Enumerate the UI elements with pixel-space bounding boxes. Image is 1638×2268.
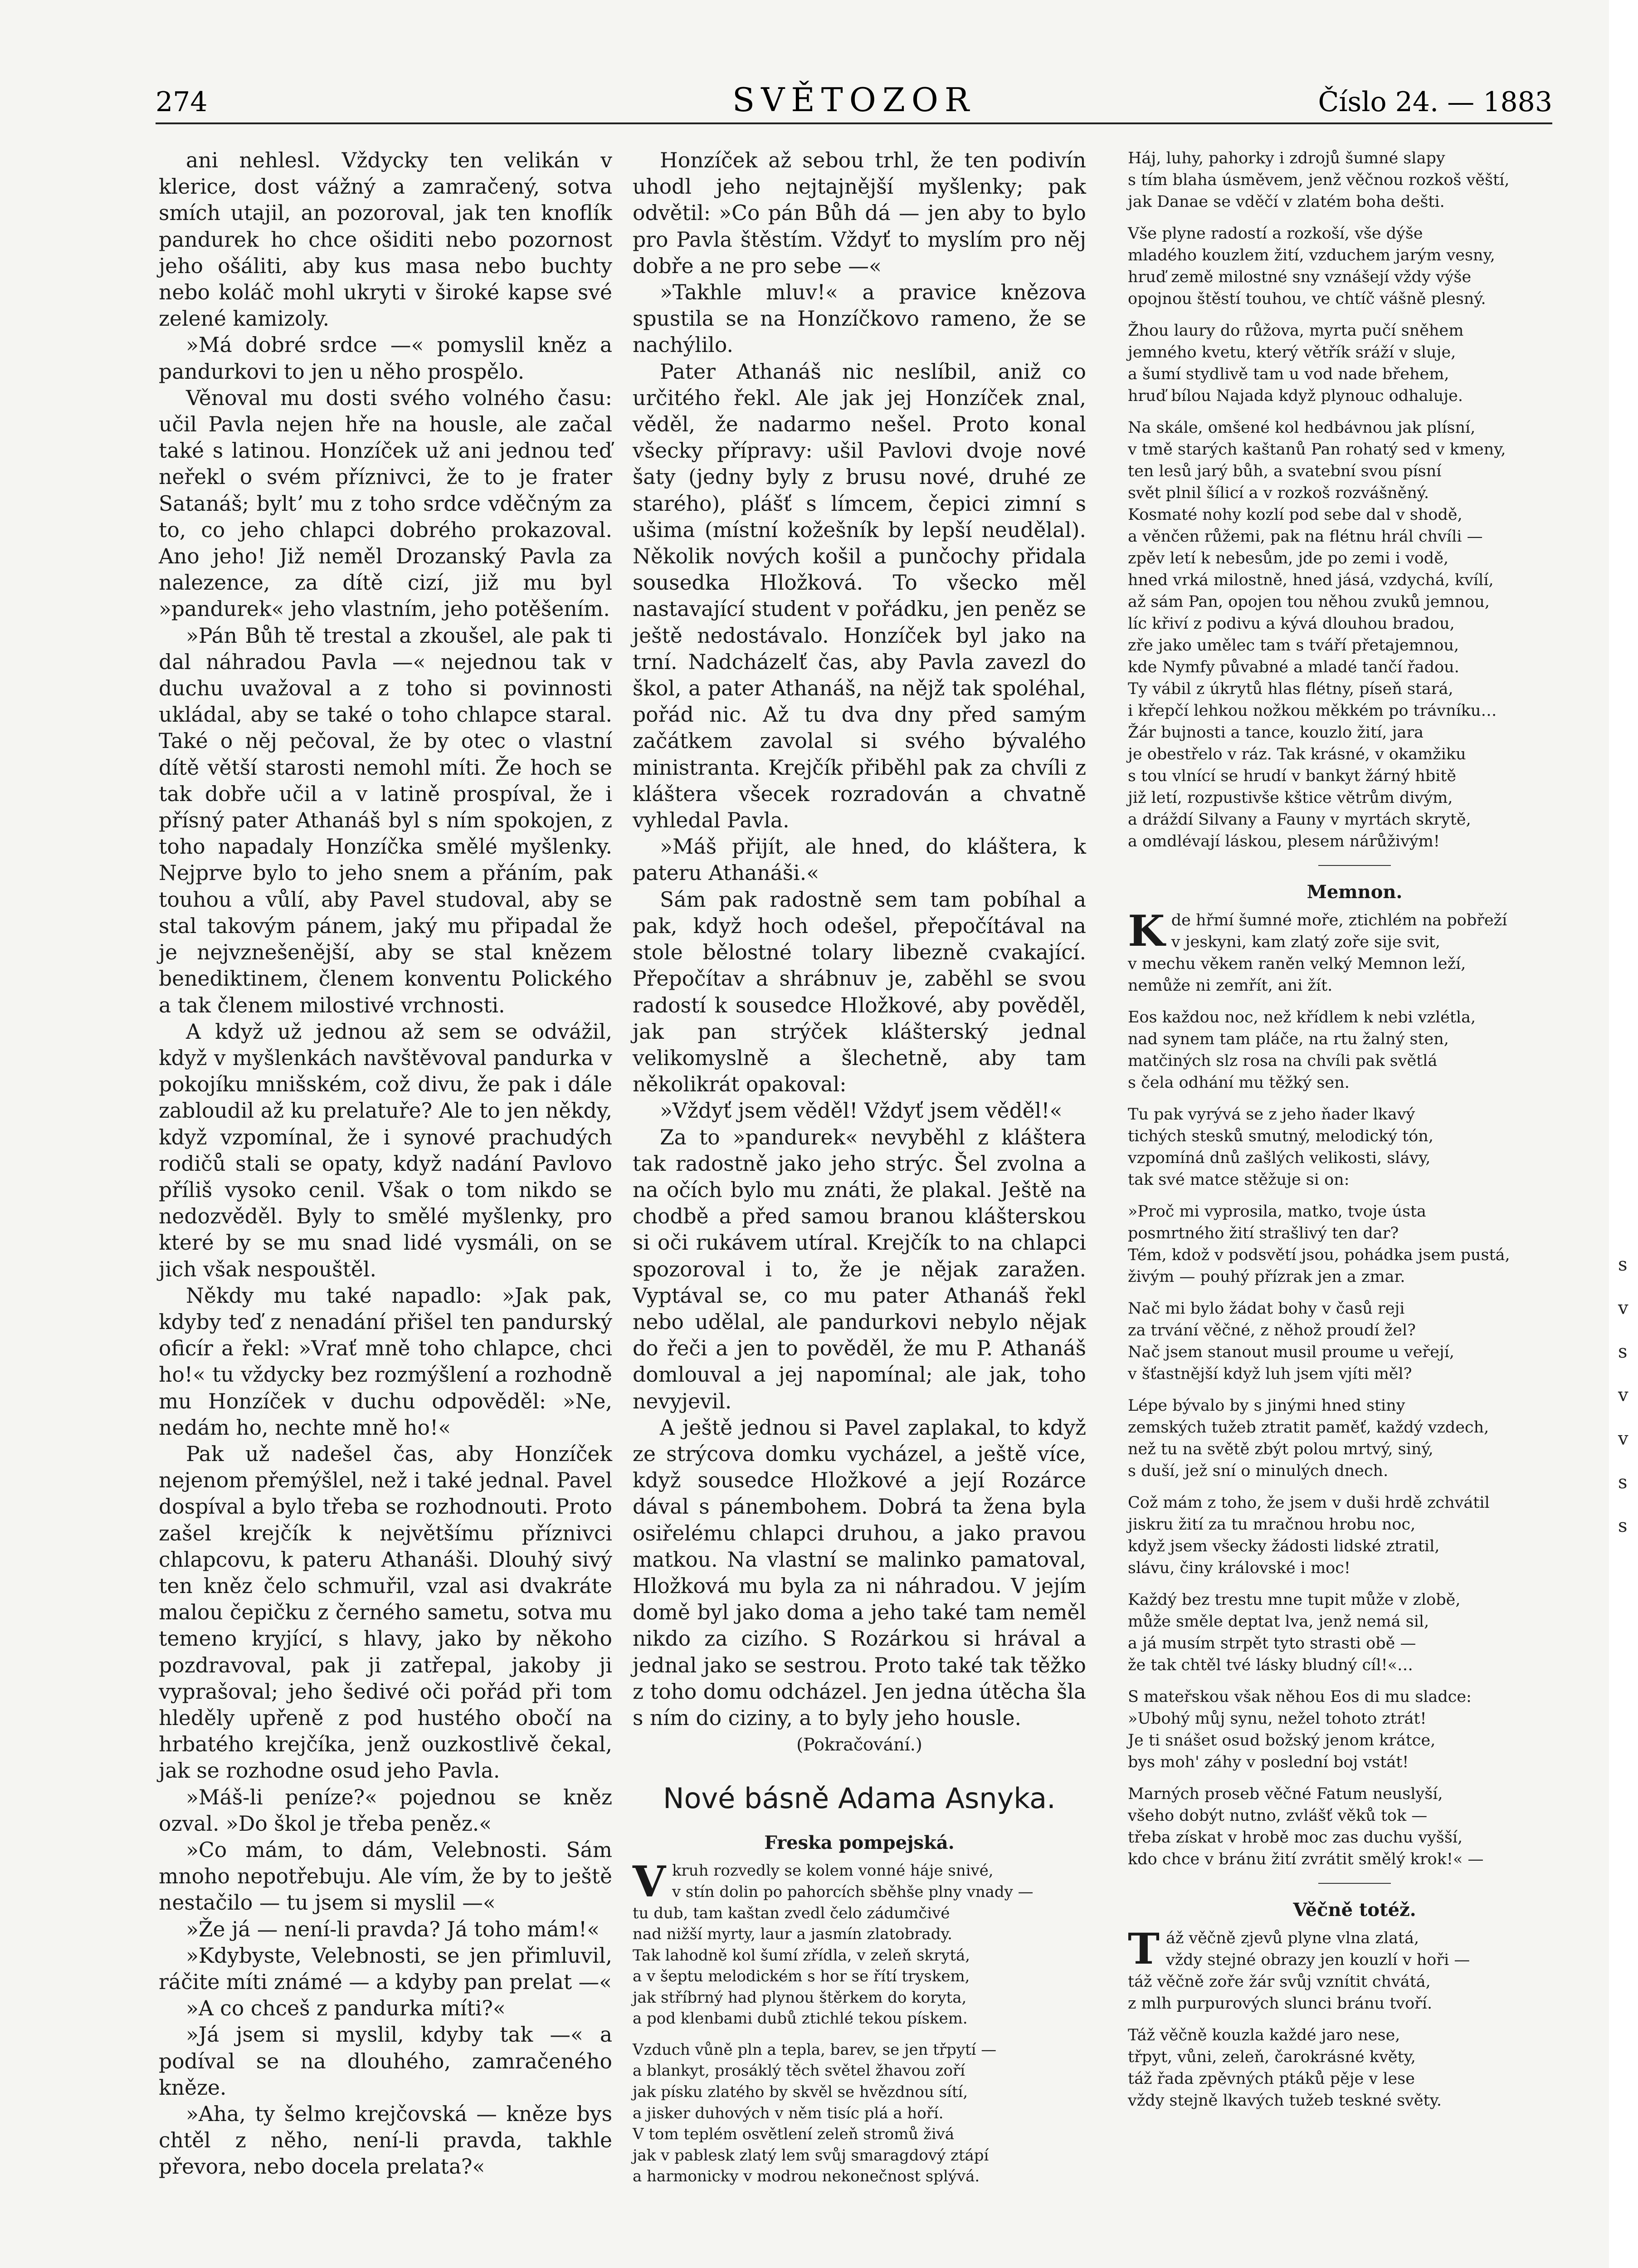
verse-line: [1128, 656, 1581, 678]
paragraph: »Vždyť jsem věděl! Vždyť jsem věděl!«: [660, 1099, 1063, 1123]
verse-line: [633, 2008, 1086, 2029]
verse-line: [1128, 591, 1581, 613]
verse-line: [1128, 147, 1581, 169]
verse-text: jak stříbrný had plynou štěrkem do koryta,: [633, 1988, 967, 2007]
verse-text: Tém, kdož v podsvětí jsou, pohádka jsem pustá,: [1128, 1246, 1510, 1264]
verse-line: [633, 2060, 1086, 2082]
verse-line: [1128, 169, 1581, 191]
verse-text: s duší, jež sní o minulých dnech.: [1128, 1462, 1389, 1480]
verse-line: [1128, 678, 1581, 700]
edge-letter: s: [1618, 1472, 1628, 1493]
verse-line: [1128, 460, 1581, 482]
verse-text: Háj, luhy, pahorky i zdrojů šumné slapy: [1128, 149, 1445, 167]
paragraph: »Že já — není-li pravda? Já toho mám!«: [186, 1917, 600, 1941]
verse-line: [1128, 953, 1581, 975]
verse-text: když jsem všecky žádosti lidské ztratil,: [1128, 1537, 1440, 1555]
verse-text: až sám Pan, opojen tou něhou zvuků jemnou,: [1128, 593, 1490, 611]
poem-freska-part-2: [1128, 147, 1581, 852]
verse-line: [1128, 1341, 1581, 1363]
verse-line: [1128, 288, 1581, 310]
verse-line: [1128, 1320, 1581, 1341]
column-2-paragraphs: [633, 147, 1086, 1731]
verse-text: Tak lahodně kol šumí zřídla, v zeleň skrytá,: [633, 1946, 970, 1965]
edge-letter: s: [1618, 1341, 1628, 1362]
stanza: [1128, 223, 1581, 310]
paragraph: »Má dobré srdce —« pomyslil kněz a pandurkovi to jen u něho prospělo.: [159, 333, 612, 384]
stanza: [1128, 1492, 1581, 1579]
verse-text: táž řada zpěvných ptáků pěje v lese: [1128, 2070, 1415, 2088]
verse-text: líc křiví z podivu a kývá dlouhou bradou,: [1128, 615, 1455, 633]
verse-text: Nač jsem stanout musil proume u veřejí,: [1128, 1343, 1455, 1361]
issue-label: Číslo 24. — 1883: [1318, 86, 1552, 118]
verse-text: a jisker duhových v něm tisíc plá a hoří.: [633, 2104, 944, 2122]
verse-line: [633, 1945, 1086, 1966]
paragraph: Za to »pandurek« nevyběhl z kláštera tak radostně jako jeho strýc. Šel zvolna a na očích bylo mu znáti, že plakal. Ještě na chodbě a před samou branou klášterskou si oči rukávem utíral. Krejčík to na chlapci spozoroval i to, že je nějak zaražen. Vyptával se, co mu pater Athanáš řekl nebo udělal, ale pandurkovi nebylo nějak do řeči a jen to pověděl, že mu P. Athanáš domlouval a jej napomínal; ale jak, toho nevyjevil.: [633, 1125, 1086, 1413]
verse-line: [1128, 1805, 1581, 1827]
verse-line: [1128, 1298, 1581, 1320]
verse-text: »Ubohý můj synu, nežel tohoto ztrát!: [1128, 1710, 1427, 1728]
verse-text: Což mám z toho, že jsem v duši hrdě zchvátil: [1128, 1494, 1490, 1512]
drop-cap: V: [633, 1857, 666, 1907]
verse-line: [1128, 504, 1581, 526]
verse-text: v tmě starých kaštanů Pan rohatý sed v kmeny,: [1128, 440, 1506, 459]
verse-text: zpěv letí k nebesům, jde po zemi i vodě,: [1128, 549, 1449, 567]
verse-line: [1128, 2068, 1581, 2090]
verse-text: Tu pak vyrývá se z jeho ňader lkavý: [1128, 1105, 1415, 1124]
verse-text: zře jako umělec tam s tváří přetajemnou,: [1128, 636, 1459, 655]
verse-text: a já musím strpět tyto strasti obě —: [1128, 1634, 1416, 1652]
paragraph: Honzíček až sebou trhl, že ten podivín uhodl jeho nejtajnější myšlenky; pak odvětil: »Co pán Bůh dá — jen aby to bylo pro Pavla štěstím. Vždyť to myslím pro něj dobře a ne pro sebe —«: [633, 148, 1086, 278]
text-column-3: [1128, 147, 1581, 2121]
verse-line: [1128, 1535, 1581, 1557]
verse-line: [1128, 1557, 1581, 1579]
header-rule: [156, 122, 1552, 124]
poem-vecne-totez: [1128, 1924, 1581, 2112]
verse-line: [1128, 831, 1581, 852]
stanza: [1128, 1007, 1581, 1094]
verse-line: [1128, 743, 1581, 765]
verse-line: [1128, 439, 1581, 460]
verse-text: v mechu věkem raněn velký Memnon leží,: [1128, 955, 1466, 973]
verse-text: táž věčně zoře žár svůj vznítit chvátá,: [1128, 1973, 1431, 1991]
verse-line: [1128, 342, 1581, 363]
poem-title-vecne: Věčně totéž.: [1293, 1899, 1416, 1921]
verse-text: za trvání věčné, z něhož proudí žel?: [1128, 1321, 1416, 1339]
edge-letter: v: [1618, 1385, 1628, 1406]
verse-line: [1128, 1827, 1581, 1848]
verse-text: zemských tužeb ztratit paměť, každý vzdech,: [1128, 1418, 1489, 1437]
verse-line: [1128, 417, 1581, 439]
verse-text: než tu na světě zbýt polou mrtvý, siný,: [1128, 1440, 1433, 1458]
verse-line: [1128, 1395, 1581, 1417]
verse-text: s tím blaha úsměvem, jenž věčnou rozkoš věští,: [1128, 171, 1510, 189]
stanza: [1128, 906, 1581, 997]
verse-text: třpyt, vůni, zeleň, čarokrásné květy,: [1128, 2048, 1416, 2066]
verse-line: [1128, 526, 1581, 547]
verse-text: a pod klenbami dubů ztichlé tekou pískem.: [633, 2009, 968, 2028]
adjacent-page-edge-letters: [1618, 1243, 1636, 1548]
poem-memnon: [1128, 906, 1581, 1870]
verse-line: [1128, 1125, 1581, 1147]
page-margin-strip: [1609, 0, 1638, 2268]
stanza: [1128, 320, 1581, 407]
verse-text: tu dub, tam kaštan zvedl čelo zádumčivé: [633, 1904, 950, 1922]
verse-text: V tom teplém osvětlení zeleň stromů živá: [633, 2125, 955, 2144]
verse-line: [1128, 1072, 1581, 1094]
verse-text: jak Danae se vděčí v zlatém boha dešti.: [1128, 193, 1445, 211]
verse-line: [1128, 385, 1581, 407]
verse-text: Vše plyne radostí a rozkoší, vše dýše: [1128, 225, 1423, 243]
verse-text: Lépe bývalo by s jinými hned stiny: [1128, 1397, 1405, 1415]
verse-text: hned vrká milostně, hned jásá, vzdychá, kvílí,: [1128, 571, 1494, 589]
verse-line: [1128, 320, 1581, 342]
paragraph: Věnoval mu dosti svého volného času: učil Pavla nejen hře na housle, ale začal také s latinou. Honzíček už ani jednou teď neřekl o svém příznivci, že to je frater Satanáš; byltʼ mu z toho srdce vděčným za to, co jeho chlapci dobrého prokazoval. Ano jeho! Již neměl Drozanský Pavla za nalezence, za dítě cizí, již mu byl »pandurek« jeho vlastním, jeho potěšením.: [159, 386, 612, 621]
verse-line: [1128, 266, 1581, 288]
verse-text: »Proč mi vyprosila, matko, tvoje ústa: [1128, 1202, 1426, 1221]
paragraph: »Máš přijít, ale hned, do kláštera, k pateru Athanáši.«: [633, 835, 1086, 885]
verse-line: [633, 1966, 1086, 1987]
verse-text: živým — pouhý přízrak jen a zmar.: [1128, 1268, 1405, 1286]
verse-text: Žár bujnosti a tance, kouzlo žití, jara: [1128, 723, 1424, 742]
paragraph: »Aha, ty šelmo krejčovská — kněze bys chtěl z něho, není-li pravda, takhle převora, nebo docela prelata?«: [159, 2102, 612, 2179]
verse-text: v šťastnější když luh jsem vjíti měl?: [1128, 1365, 1412, 1383]
verse-line: [1128, 1730, 1581, 1751]
verse-line: [1128, 1993, 1581, 2014]
edge-letter: v: [1618, 1298, 1628, 1319]
verse-text: a dráždí Silvany a Fauny v myrtách skrytě,: [1128, 811, 1471, 829]
verse-line: [1128, 1050, 1581, 1072]
verse-text: a harmonicky v modrou nekonečnost splývá.: [633, 2167, 980, 2186]
verse-line: [1128, 722, 1581, 743]
verse-line: [1128, 223, 1581, 244]
edge-letter: s: [1618, 1254, 1628, 1275]
verse-text: a věnčen růžemi, pak na flétnu hrál chvíli —: [1128, 528, 1483, 546]
verse-text: hruď bílou Najada když plynouc odhaluje.: [1128, 387, 1463, 405]
drop-cap: T: [1128, 1924, 1160, 1974]
stanza: [1128, 1298, 1581, 1385]
verse-line: [1128, 2090, 1581, 2112]
stanza: [1128, 1924, 1581, 2014]
verse-text: jiskru žití za tu mračnou hrobu noc,: [1128, 1515, 1416, 1534]
verse-line: [1128, 1028, 1581, 1050]
verse-line: [1128, 569, 1581, 591]
paragraph: »Já jsem si myslil, kdyby tak —« a podíval se na dlouhého, zamračeného kněze.: [159, 2023, 612, 2100]
paragraph: »Pán Bůh tě trestal a zkoušel, ale pak ti dal náhradou Pavla —« nejednou tak v duchu uvažoval a z toho si povinnosti ukládal, aby se také o toho chlapce staral. Také o něj pečoval, že by otec o vlastní dítě větší starosti nemohl míti. Že hoch se tak dobře učil a v latině prospíval, že i přísný pater Athanáš byl s ním spokojen, z toho napadaly Honzíčka smělé myšlenky. Nejprve bylo to jeho snem a přáním, pak touhou a vůlí, aby Pavel studoval, aby se stal takovým pánem, jaký mu připadal že je nejvznešenější, aby se stal knězem benediktinem, členem konventu Polického a tak členem milostivé vrchnosti.: [159, 623, 612, 1017]
verse-text: tichých stesků smutný, melodický tón,: [1128, 1127, 1433, 1145]
verse-text: jak písku zlatého by skvěl se hvězdnou sítí,: [633, 2083, 968, 2102]
verse-line: [1128, 1201, 1581, 1222]
paragraph: Pak už nadešel čas, aby Honzíček nejenom přemýšlel, než i také jednal. Pavel dospíval a bylo třeba se rozhodnouti. Proto zašel krejčík k největšímu příznivci chlapcovu, k pateru Athanáši. Dlouhý sivý ten kněz čelo schmuřil, vzal asi dvakráte malou čepičku z černého sametu, sotva mu temeno kryjící, s hlavy, jako by někoho pozdravoval, pak ji zatřepal, jakoby ji vyprašoval; jeho šedivé oči pořád při tom hleděly upřeně z pod hustého obočí na hrbatého krejčíka, jenž ouzkostlivě čekal, jak se rozhodne osud jeho Pavla.: [159, 1442, 612, 1783]
verse-line: [633, 2082, 1086, 2103]
section-title: Nové básně Adama Asnyka.: [663, 1782, 1056, 1815]
verse-line: [1128, 1514, 1581, 1535]
verse-text: S mateřskou však něhou Eos di mu sladce:: [1128, 1688, 1472, 1706]
verse-text: a blankyt, prosáklý těch světel žhavou zoří: [633, 2062, 965, 2080]
verse-text: může směle deptat lva, jenž nemá sil,: [1128, 1613, 1429, 1631]
verse-line: [1128, 931, 1581, 953]
verse-text: s tou vlnící se hrudí v bankyt žárný hbitě: [1128, 767, 1457, 785]
verse-line: [1128, 1169, 1581, 1191]
verse-line: [1128, 1492, 1581, 1514]
stanza: [1128, 1104, 1581, 1191]
stanza: [1128, 2024, 1581, 2112]
paragraph: A když už jednou až sem se odvážil, když v myšlenkách navštěvoval pandurka v pokojíku mnišském, což divu, že pak i dále zabloudil až ku prelatuře? Ale to jen někdy, když vzpomínal, že i synové prachudých rodičů stali se opaty, když nadání Pavlovo příliš vysoko cenil. Však o tom nikdo se nedozvěděl. Byly to smělé myšlenky, pro které by se mu snad lidé vysmáli, on se jich však nespouštěl.: [159, 1019, 612, 1281]
paragraph: ani nehlesl. Vždycky ten velikán v klerice, dost vážný a zamračený, sotva smích utajil, an pozoroval, jak ten knoflík pandurek ho chce ošiditi nebo pozornost jeho ošáliti, aby kus masa nebo buchty nebo koláč mohl ukryti v široké kapse své zelené kamizoly.: [159, 148, 612, 331]
verse-text: Táž věčně kouzla každé jaro nese,: [1128, 2026, 1400, 2044]
stanza: [633, 2039, 1086, 2187]
verse-text: již letí, rozpustivše kštice větrům divým,: [1128, 789, 1453, 807]
verse-text: Žhou laury do růžova, myrta pučí sněhem: [1128, 322, 1464, 340]
drop-cap: K: [1128, 906, 1165, 956]
verse-text: v stín dolin po pahorcích sběhše plny vnady —: [672, 1882, 1034, 1901]
verse-text: bys moh' záhy v poslední boj vstát!: [1128, 1753, 1409, 1771]
poem-freska-part-1: [633, 1857, 1086, 2187]
verse-text: s čela odhání mu těžký sen.: [1128, 1074, 1350, 1092]
verse-line: [1128, 1244, 1581, 1266]
verse-line: [1128, 1266, 1581, 1288]
paragraph: »Kdybyste, Velebnosti, se jen přimluvil, ráčite míti známé — a kdyby pan prelat —«: [159, 1943, 612, 1994]
verse-line: [1128, 700, 1581, 722]
verse-text: svět plnil šílicí a v rozkoš rozvášněný.: [1128, 484, 1429, 502]
verse-text: Na skále, omšené kol hedbávnou jak plísní,: [1128, 419, 1476, 437]
verse-line: [1128, 1708, 1581, 1730]
verse-line: [1128, 787, 1581, 809]
verse-text: vždy stejně lkavých tužeb teskné světy.: [1128, 2092, 1442, 2110]
verse-line: [1128, 635, 1581, 656]
paragraph: »A co chceš z pandurka míti?«: [186, 1996, 506, 2021]
verse-line: [1128, 1007, 1581, 1028]
verse-line: [1128, 1460, 1581, 1482]
verse-text: hruď země milostné sny vznášejí vždy výše: [1128, 268, 1472, 286]
verse-line: [633, 2145, 1086, 2166]
verse-text: Eos každou noc, než křídlem k nebi vzlétla,: [1128, 1008, 1476, 1026]
verse-text: v jeskyni, kam zlatý zoře sije svit,: [1171, 933, 1440, 951]
verse-line: [1128, 191, 1581, 213]
paragraph: Pater Athanáš nic neslíbil, aniž co určitého řekl. Ale jak jej Honzíček znal, věděl, že nadarmo nešel. Proto konal všecky přípravy: ušil Pavlovi dvoje nové šaty (jedny byly z brusu nové, druhé ze starého), plášť s límcem, čepici zimní s ušima (místní kožešník by lepší neudělal). Několik nových košil a punčochy přidala sousedka Hložková. To všecko měl nastavající student v pořádku, jen peněz se ještě nedostávalo. Honzíček byl jako na trní. Nadcházelť čas, aby Pavla zavezl do škol, a pater Athanáš, na nějž tak spoléhal, pořád nic. Až tu dva dny před samým začátkem zavolal si svého bývalého ministranta. Krejčík přiběhl pak za chvíli z kláštera všecek rozradován a chvatně vyhledal Pavla.: [633, 359, 1086, 833]
verse-line: [1128, 244, 1581, 266]
verse-text: a omdlévají láskou, plesem nárůživým!: [1128, 832, 1440, 850]
verse-text: kdo chce v bránu žití zvrátit smělý krok!« —: [1128, 1850, 1484, 1868]
verse-line: [633, 2103, 1086, 2124]
verse-line: [1128, 613, 1581, 635]
edge-letter: s: [1618, 1515, 1628, 1536]
verse-text: slávu, činy královské i moc!: [1128, 1559, 1350, 1577]
verse-text: ten lesů jarý bůh, a svatební svou písní: [1128, 462, 1442, 480]
continuation-note: (Pokračování.): [796, 1735, 922, 1755]
verse-line: [1128, 2024, 1581, 2046]
verse-text: kruh rozvedly se kolem vonné háje snivé,: [672, 1862, 994, 1880]
edge-letter: v: [1618, 1428, 1628, 1449]
verse-line: [1128, 2046, 1581, 2068]
verse-line: [633, 2124, 1086, 2145]
verse-text: Nač mi bylo žádat bohy v časů reji: [1128, 1300, 1405, 1318]
verse-line: [1128, 1438, 1581, 1460]
verse-line: [633, 1903, 1086, 1924]
paragraph: Někdy mu také napadlo: »Jak pak, kdyby teď z nenadání přišel ten pandurský oficír a řekl: »Vrať mně toho chlapce, chci ho!« tu vždycky bez rozmýšlení a rozhodně mu Honzíček v duchu odpověděl: »Ne, nedám ho, nechte mně ho!«: [159, 1283, 612, 1440]
verse-line: [1128, 1686, 1581, 1708]
verse-line: [1128, 1783, 1581, 1805]
verse-text: Kosmaté nohy kozlí pod sebe dal v shodě,: [1128, 506, 1462, 524]
verse-text: de hřmí šumné moře, ztichlém na pobřeží: [1171, 911, 1507, 929]
verse-line: [1128, 1104, 1581, 1125]
verse-text: je obestřelo v ráz. Tak krásné, v okamžiku: [1128, 745, 1466, 763]
verse-text: matčiných slz rosa na chvíli pak světlá: [1128, 1052, 1438, 1070]
paragraph: »Máš-li peníze?« pojednou se kněz ozval. »Do škol je třeba peněz.«: [159, 1785, 612, 1836]
verse-line: [1128, 1949, 1581, 1971]
verse-line: [633, 2039, 1086, 2061]
verse-line: [1128, 1147, 1581, 1169]
verse-line: [1128, 547, 1581, 569]
verse-text: Marných proseb věčné Fatum neuslyší,: [1128, 1785, 1443, 1803]
text-column-2: [633, 147, 1086, 2197]
verse-text: Je ti snášet osud božský jenom krátce,: [1128, 1731, 1436, 1750]
verse-text: Ty vábil z úkrytů hlas flétny, píseň stará,: [1128, 680, 1453, 698]
divider: [1318, 1883, 1391, 1884]
page-number: 274: [156, 86, 208, 118]
verse-text: z mlh purpurových slunci bránu tvoří.: [1128, 1994, 1433, 2013]
verse-text: všeho dobýt nutno, zvlášť věků tok —: [1128, 1807, 1428, 1825]
paragraph: Sám pak radostně sem tam pobíhal a pak, když hoch odešel, přepočítával na stole bělostné tolary libezně cvakající. Přepočítav a shrábnuv je, zaběhl se svou radostí k sousedce Hložkové, aby pověděl, jak pan strýček klášterský jednal velikomyslně a šlechetně, aby tam několikrát opakoval:: [633, 887, 1086, 1097]
verse-line: [1128, 1848, 1581, 1870]
verse-text: áž věčně zjevů plyne vlna zlatá,: [1165, 1929, 1419, 1947]
verse-line: [1128, 1971, 1581, 1993]
paragraph: »Takhle mluv!« a pravice knězova spustila se na Honzíčkovo rameno, že se nachýlilo.: [633, 280, 1086, 357]
verse-line: [633, 1882, 1086, 1903]
stanza: [1128, 1589, 1581, 1676]
stanza: [1128, 1783, 1581, 1870]
verse-text: jak v pablesk zlatý lem svůj smaragdový ztápí: [633, 2146, 989, 2165]
paragraph: A ještě jednou si Pavel zaplakal, to když ze strýcova domku vycházel, a ještě více, když sousedce Hložkové a její Rozárce dával s pánembohem. Dobrá ta žena byla osiřelému chlapci druhou, a jako pravou matkou. Na vlastní se malinko pamatoval, Hložková mu byla za ni náhradou. V jejím domě byl jako doma a jeho také tam neměl nikdo za cizího. S Rozárkou si hrával a jednal jako se sestrou. Proto také tak těžko z toho domu odcházel. Jen jedna útěcha šla s ním do ciziny, a to byly jeho housle.: [633, 1415, 1086, 1730]
verse-line: [1128, 1611, 1581, 1633]
masthead-title: SVĚTOZOR: [732, 81, 976, 119]
verse-line: [1128, 975, 1581, 997]
stanza: [633, 1857, 1086, 2029]
verse-text: tak své matce stěžuje si on:: [1128, 1171, 1350, 1189]
verse-text: jemného kvetu, který větřík sráží v sluje,: [1128, 343, 1456, 362]
verse-text: mladého kouzlem žití, vzduchem jarým vesny,: [1128, 246, 1495, 264]
paragraph: »Co mám, to dám, Velebnosti. Sám mnoho nepotřebuju. Ale vím, že by to ještě nestačilo — tu jsem si myslil —«: [159, 1838, 612, 1915]
stanza: [1128, 1201, 1581, 1288]
verse-line: [1128, 1633, 1581, 1654]
page-header: [156, 68, 1552, 122]
verse-text: Vzduch vůně pln a tepla, barev, se jen třpytí —: [633, 2040, 997, 2059]
verse-text: vzpomíná dnů zašlých velikosti, slávy,: [1128, 1149, 1431, 1167]
text-column-1: [159, 147, 612, 2180]
verse-text: a v šeptu melodickém s hor se řítí tryskem,: [633, 1967, 970, 1986]
verse-text: Každý bez trestu mne tupit může v zlobě,: [1128, 1591, 1461, 1609]
verse-line: [1128, 482, 1581, 504]
verse-line: [633, 1987, 1086, 2009]
verse-line: [1128, 1751, 1581, 1773]
verse-text: a šumí stydlivě tam u vod nade břehem,: [1128, 365, 1449, 383]
verse-line: [1128, 1363, 1581, 1385]
stanza: [1128, 1686, 1581, 1773]
verse-line: [1128, 809, 1581, 831]
poem-title-freska: Freska pompejská.: [764, 1832, 955, 1854]
verse-line: [1128, 363, 1581, 385]
verse-line: [1128, 765, 1581, 787]
verse-text: třeba získat v hrobě moc zas duchu vyšší,: [1128, 1828, 1463, 1847]
stanza: [1128, 417, 1581, 852]
verse-text: opojnou štěstí touhou, ve chtíč vášně plesný.: [1128, 290, 1486, 308]
verse-text: i křepčí lehkou nožkou měkkém po trávníku…: [1128, 702, 1497, 720]
verse-line: [633, 1924, 1086, 1945]
verse-text: že tak chtěl tvé lásky bludný cíl!«…: [1128, 1656, 1414, 1674]
verse-text: nad synem tam pláče, na rtu žalný sten,: [1128, 1030, 1449, 1048]
verse-text: nad nižší myrty, laur a jasmín zlatobrady.: [633, 1925, 952, 1944]
poem-title-memnon: Memnon.: [1306, 881, 1403, 903]
verse-text: posmrtného žití strašlivý ten dar?: [1128, 1224, 1399, 1242]
verse-line: [1128, 1654, 1581, 1676]
stanza: [1128, 147, 1581, 213]
stanza: [1128, 1395, 1581, 1482]
verse-line: [1128, 1222, 1581, 1244]
verse-line: [633, 2166, 1086, 2187]
verse-line: [1128, 1589, 1581, 1611]
verse-text: kde Nymfy půvabné a mladé tančí řadou.: [1128, 658, 1459, 676]
verse-text: nemůže ni zemřít, ani žít.: [1128, 977, 1333, 995]
verse-text: vždy stejné obrazy jen kouzlí v hoři —: [1165, 1951, 1470, 1969]
verse-line: [1128, 1417, 1581, 1438]
divider: [1318, 865, 1391, 866]
